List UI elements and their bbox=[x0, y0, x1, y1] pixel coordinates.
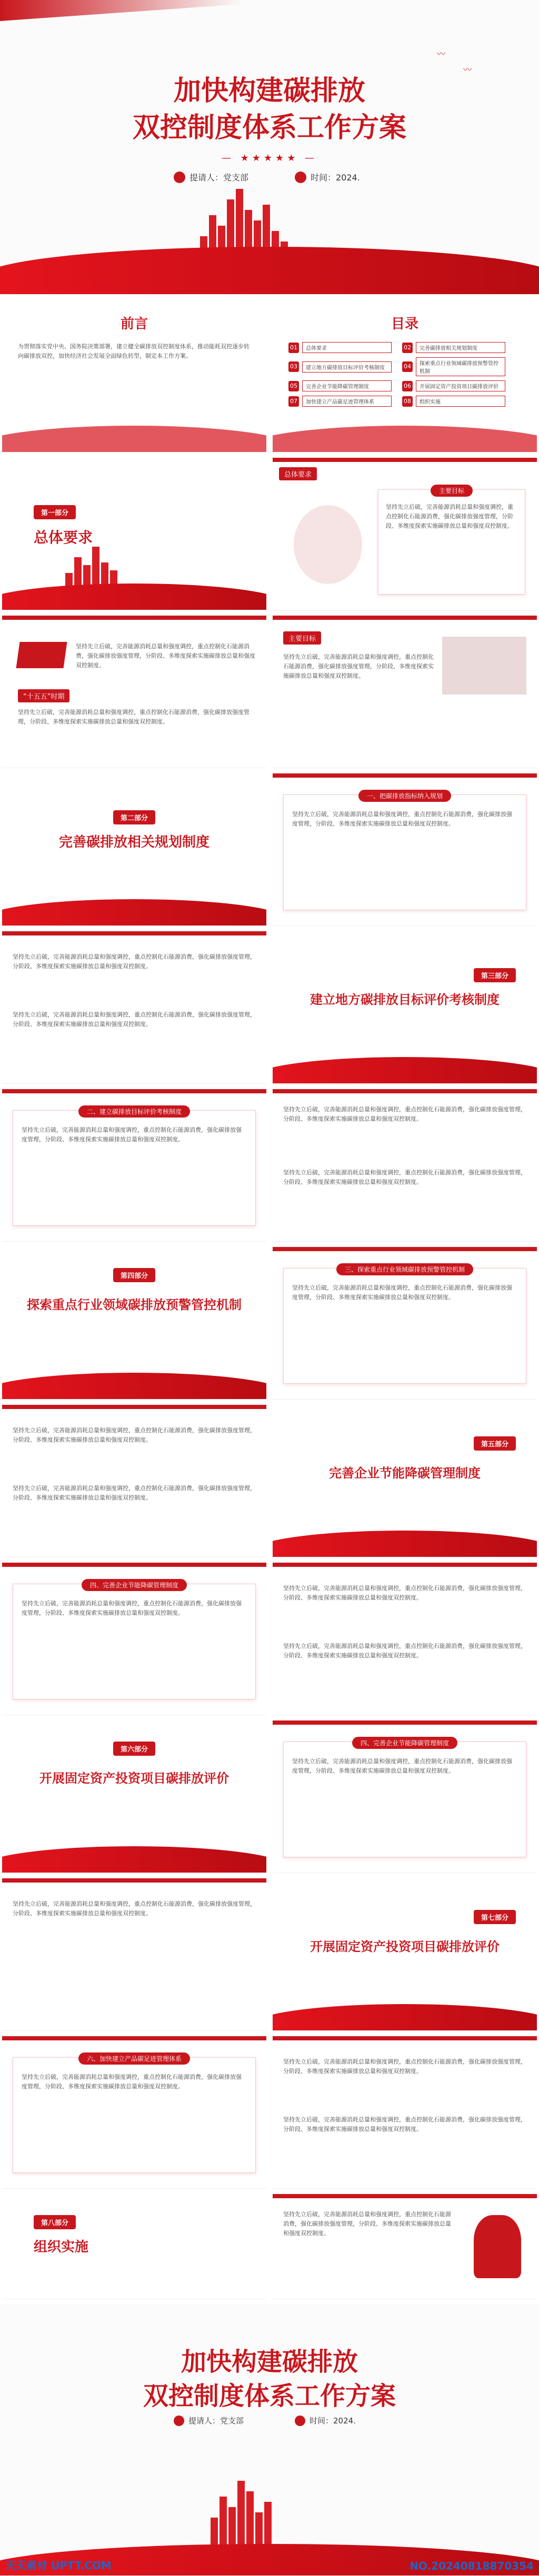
closing-slide bbox=[0, 2305, 539, 2576]
cover-date: 时间：2024. bbox=[295, 171, 360, 183]
red-wave bbox=[2, 1846, 266, 1873]
content-slide: 坚持先立后破，完善能源消耗总量和强度调控，重点控制化石能源消费，强化碳排放强度管理，分阶段、多维度探索实施碳排放总量和强度双控制度。 坚持先立后破，完善能源消耗总量和强度调控，重点控制化石能源消费，强化碳排放强度管理，分阶段、多维度探索实施碳排放总量和强度双控制度。 bbox=[273, 2036, 537, 2189]
content-slide: 坚持先立后破，完善能源消耗总量和强度调控，重点控制化石能源消费，强化碳排放强度管理，分阶段、多维度探索实施碳排放总量和强度双控制度。 坚持先立后破，完善能源消耗总量和强度调控，重点控制化石能源消费，强化碳排放强度管理，分阶段、多维度探索实施碳排放总量和强度双控制度。 bbox=[273, 1563, 537, 1715]
slide-tag: 主要目标 bbox=[283, 631, 321, 645]
section-title: 建立地方碳排放目标评价考核制度 bbox=[310, 992, 500, 1007]
content-slide bbox=[273, 458, 537, 610]
star-divider: — ★★★★★ — bbox=[221, 153, 318, 164]
toc-item[interactable]: 02 完善碳排放相关规划制度 bbox=[402, 342, 505, 353]
watermark-right: NO.20240818870354 bbox=[410, 2560, 534, 2572]
user-icon bbox=[174, 2416, 184, 2426]
section-title: 完善企业节能降碳管理制度 bbox=[329, 1466, 481, 1481]
bird-icon: 〰 bbox=[463, 65, 472, 75]
top-bar bbox=[2, 1563, 266, 1567]
top-bar bbox=[273, 1563, 537, 1567]
closing-date: 时间：2024. bbox=[295, 2415, 356, 2426]
section-title: 开展固定资产投资项目碳排放评价 bbox=[310, 1939, 500, 1954]
content-slide bbox=[273, 1720, 537, 1873]
toc-list bbox=[288, 342, 505, 411]
section-title: 总体要求 bbox=[34, 529, 93, 546]
section-title: 完善碳排放相关规划制度 bbox=[58, 834, 209, 850]
flag-icon bbox=[16, 642, 67, 668]
top-bar bbox=[2, 1878, 266, 1883]
toc-item[interactable]: 05 完善企业节能降碳管理制度 bbox=[288, 380, 392, 391]
content-slide: 坚持先立后破，完善能源消耗总量和强度调控，重点控制化石能源消费，强化碳排放强度管理，分阶段、多维度探索实施碳排放总量和强度双控制度。 坚持先立后破，完善能源消耗总量和强度调控，重点控制化石能源消费，强化碳排放强度管理，分阶段、多维度探索实施碳排放总量和强度双控制度。 bbox=[2, 1405, 266, 1557]
section-slide bbox=[2, 773, 266, 926]
top-bar bbox=[273, 2036, 537, 2040]
toc-item[interactable]: 01 总体要求 bbox=[288, 342, 392, 353]
red-wave bbox=[2, 426, 266, 452]
content-slide: 坚持先立后破，完善能源消耗总量和强度调控，重点控制化石能源消费，强化碳排放强度管理，分阶段、多维度探索实施碳排放总量和强度双控制度。 坚持先立后破，完善能源消耗总量和强度调控，重点控制化石能源消费，强化碳排放强度管理，分阶段、多维度探索实施碳排放总量和强度双控制度。 bbox=[2, 931, 266, 1084]
slide-tag: 总体要求 bbox=[279, 467, 317, 480]
content-slide bbox=[2, 2036, 266, 2189]
clock-icon bbox=[295, 172, 306, 183]
section-slide bbox=[273, 1405, 537, 1557]
top-bar bbox=[273, 616, 537, 620]
top-bar bbox=[2, 1405, 266, 1409]
section-number: 第六部分 bbox=[113, 1742, 155, 1756]
red-wave bbox=[0, 247, 539, 295]
content-slide: 坚持先立后破，完善能源消耗总量和强度调控，重点控制化石能源消费，强化碳排放强度管理，分阶段、多维度探索实施碳排放总量和强度双控制度。 坚持先立后破，完善能源消耗总量和强度调控，重点控制化石能源消费，强化碳排放强度管理，分阶段、多维度探索实施碳排放总量和强度双控制度。 bbox=[273, 1089, 537, 1242]
red-wave bbox=[273, 1057, 537, 1084]
bird-icon: 〰 bbox=[437, 49, 446, 59]
cover-slide bbox=[0, 0, 539, 295]
closing-speaker: 提请人：党支部 bbox=[174, 2415, 244, 2426]
section-slide bbox=[2, 1247, 266, 1400]
slide-tag: “十五五”时期 bbox=[18, 689, 69, 702]
top-bar bbox=[273, 1720, 537, 1725]
preface-body: 为贯彻落实党中央、国务院决策部署，建立健全碳排放双控制度体系，推动能耗双控逐步转向碳排放双控，加快经济社会发展全面绿色转型，制定本工作方案。 bbox=[18, 343, 249, 359]
section-slide bbox=[273, 931, 537, 1084]
content-slide bbox=[273, 773, 537, 926]
content-slide: 主要目标 坚持先立后破，完善能源消耗总量和强度调控，重点控制化石能源消费，强化碳排放强度管理，分阶段、多维度探索实施碳排放总量和强度双控制度。 bbox=[273, 616, 537, 768]
watermark-left: 天天素材 UPTT.COM bbox=[5, 2559, 112, 2572]
monument-icon bbox=[474, 2215, 521, 2278]
section-title: 开展固定资产投资项目碳排放评价 bbox=[39, 1771, 229, 1786]
toc-item[interactable]: 07 加快建立产品碳足迹管理体系 bbox=[288, 396, 392, 407]
red-wave bbox=[2, 899, 266, 926]
top-bar bbox=[2, 616, 266, 620]
content-slide bbox=[2, 1563, 266, 1715]
text-card: 四、完善企业节能降碳管理制度 坚持先立后破，完善能源消耗总量和强度调控，重点控制化石能源消费，强化碳排放强度管理，分阶段、多维度探索实施碳排放总量和强度双控制度。 bbox=[283, 1742, 526, 1857]
toc-item[interactable]: 04 探索重点行业领域碳排放预警管控机制 bbox=[402, 357, 505, 376]
city-skyline bbox=[211, 2481, 272, 2549]
content-slide bbox=[2, 1089, 266, 1242]
clock-icon bbox=[295, 2416, 305, 2426]
content-slide: 坚持先立后破，完善能源消耗总量和强度调控，重点控制化石能源消费，强化碳排放强度管理，分阶段、多维度探索实施碳排放总量和强度双控制度。 bbox=[273, 2194, 537, 2299]
preface-slide bbox=[2, 300, 266, 452]
content-slide: 坚持先立后破，完善能源消耗总量和强度调控，重点控制化石能源消费，强化碳排放强度管理，分阶段、多维度探索实施碳排放总量和强度双控制度。 bbox=[2, 1878, 266, 2031]
top-bar bbox=[273, 2194, 537, 2198]
section-slide bbox=[273, 1878, 537, 2031]
section-number: 第七部分 bbox=[474, 1910, 516, 1924]
section-number: 第一部分 bbox=[34, 505, 76, 519]
section-number: 第二部分 bbox=[113, 810, 155, 824]
red-wave bbox=[273, 1531, 537, 1557]
red-wave bbox=[273, 2004, 537, 2031]
text-card: 主要目标 坚持先立后破，完善能源消耗总量和强度调控，重点控制化石能源消费，强化碳排放强度管理，分阶段、多维度探索实施碳排放总量和强度双控制度。 bbox=[378, 489, 525, 595]
text-card: 三、探索重点行业领域碳排放预警管控机制 坚持先立后破，完善能源消耗总量和强度调控，重点控制化石能源消费，强化碳排放强度管理，分阶段、多维度探索实施碳排放总量和强度双控制度。 bbox=[283, 1268, 526, 1384]
section-number: 第三部分 bbox=[474, 968, 516, 982]
red-wave bbox=[2, 583, 266, 610]
top-bar bbox=[273, 773, 537, 778]
closing-title-line2: 双控制度体系工作方案 bbox=[143, 2381, 396, 2411]
section-number: 第五部分 bbox=[474, 1436, 516, 1451]
section-title: 探索重点行业领域碳排放预警管控机制 bbox=[27, 1297, 242, 1312]
cover-speaker: 提请人：党支部 bbox=[174, 171, 248, 183]
text-card: 二、建立碳排放目标评价考核制度 坚持先立后破，完善能源消耗总量和强度调控，重点控制化石能源消费，强化碳排放强度管理，分阶段、多维度探索实施碳排放总量和强度双控制度。 bbox=[13, 1110, 256, 1226]
top-bar bbox=[2, 2036, 266, 2040]
closing-title-line1: 加快构建碳排放 bbox=[181, 2347, 358, 2377]
section-number: 第四部分 bbox=[113, 1268, 155, 1282]
content-slide: 坚持先立后破，完善能源消耗总量和强度调控，重点控制化石能源消费，强化碳排放强度管理，分阶段、多维度探索实施碳排放总量和强度双控制度。 “十五五”时期 坚持先立后破，完善能源消耗总量和强度调控，重点控制化石能源消费，强化碳排放强度管理，分阶段、多维度探索实施碳排放总量和强度双控制度。 bbox=[2, 616, 266, 768]
top-bar bbox=[2, 931, 266, 935]
building-photo bbox=[442, 637, 526, 695]
content-slide bbox=[273, 1247, 537, 1400]
cover-title-line2: 双控制度体系工作方案 bbox=[132, 112, 406, 144]
red-wave bbox=[2, 1373, 266, 1400]
text-card: 一、把碳排放指标纳入规划 坚持先立后破，完善能源消耗总量和强度调控，重点控制化石能源消费，强化碳排放强度管理，分阶段、多维度探索实施碳排放总量和强度双控制度。 bbox=[283, 794, 526, 910]
user-icon bbox=[174, 172, 185, 183]
preface-heading: 前言 bbox=[120, 316, 148, 332]
toc-item[interactable]: 08 组织实施 bbox=[402, 396, 505, 407]
cover-title-line1: 加快构建碳排放 bbox=[173, 75, 365, 107]
toc-item[interactable]: 06 开展固定资产投资项目碳排放评价 bbox=[402, 380, 505, 391]
section-number: 第八部分 bbox=[34, 2215, 76, 2229]
top-bar bbox=[273, 458, 537, 462]
toc-heading: 目录 bbox=[391, 316, 418, 332]
red-wave bbox=[273, 426, 537, 452]
section-slide bbox=[2, 2194, 266, 2299]
toc-slide bbox=[273, 300, 537, 452]
toc-item[interactable]: 03 建立地方碳排放目标评价考核制度 bbox=[288, 357, 392, 376]
top-bar bbox=[273, 1247, 537, 1251]
top-bar bbox=[2, 1089, 266, 1093]
top-bar bbox=[273, 1089, 537, 1093]
top-ribbon bbox=[0, 0, 242, 21]
section-slide bbox=[2, 1720, 266, 1873]
section-title: 组织实施 bbox=[34, 2239, 89, 2255]
illustration bbox=[294, 505, 362, 584]
section-slide bbox=[2, 458, 266, 610]
text-card: 六、加快建立产品碳足迹管理体系 坚持先立后破，完善能源消耗总量和强度调控，重点控制化石能源消费，强化碳排放强度管理，分阶段、多维度探索实施碳排放总量和强度双控制度。 bbox=[13, 2057, 256, 2173]
text-card: 四、完善企业节能降碳管理制度 坚持先立后破，完善能源消耗总量和强度调控，重点控制化石能源消费，强化碳排放强度管理，分阶段、多维度探索实施碳排放总量和强度双控制度。 bbox=[13, 1584, 256, 1699]
